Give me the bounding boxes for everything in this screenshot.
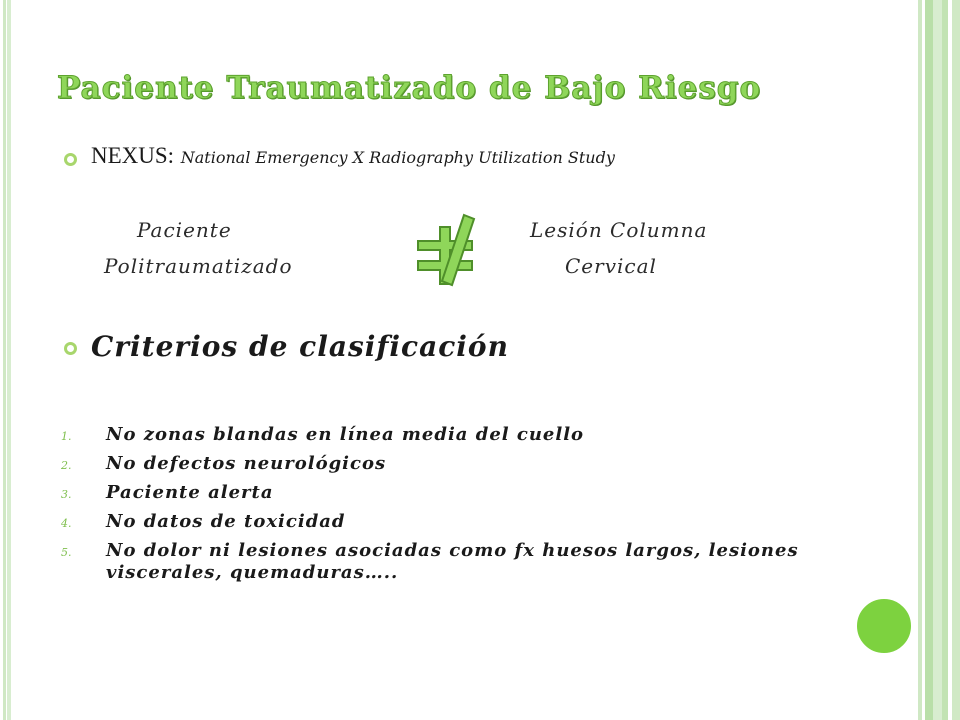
list-text: Paciente alerta: [106, 482, 274, 503]
list-number: 4.: [61, 517, 72, 530]
nexus-abbr: NEXUS:: [91, 143, 175, 168]
list-number: 5.: [61, 546, 72, 559]
nexus-full-name: National Emergency X Radiography Utilization Study: [180, 148, 615, 167]
list-item: [56, 453, 836, 475]
green-circle-decoration: [855, 597, 913, 655]
criteria-heading: Criterios de clasificación: [91, 330, 509, 363]
list-number: 3.: [61, 488, 72, 501]
list-text: No defectos neurológicos: [106, 453, 387, 474]
right-label-line2: Cervical: [565, 254, 657, 278]
list-item: [56, 482, 836, 504]
left-label-line2: Politraumatizado: [104, 254, 293, 278]
nexus-line: [91, 143, 615, 169]
list-text: No datos de toxicidad: [106, 511, 346, 532]
list-text: No dolor ni lesiones asociadas como fx huesos largos, lesiones viscerales, quemaduras…..: [106, 540, 799, 583]
list-item: [56, 540, 836, 584]
list-number: 1.: [61, 430, 72, 443]
not-equal-icon: [414, 213, 484, 287]
right-label-line1: Lesión Columna: [530, 218, 708, 242]
right-border-decoration: [916, 0, 960, 720]
left-label-line1: Paciente: [137, 218, 232, 242]
bullet-icon: [64, 153, 77, 166]
criteria-list: [56, 424, 836, 591]
list-text: No zonas blandas en línea media del cuello: [106, 424, 585, 445]
list-item: [56, 511, 836, 533]
list-number: 2.: [61, 459, 72, 472]
slide-title: Paciente Traumatizado de Bajo Riesgo: [57, 70, 762, 106]
list-item: [56, 424, 836, 446]
left-border-decoration: [0, 0, 11, 720]
bullet-icon: [64, 342, 77, 355]
